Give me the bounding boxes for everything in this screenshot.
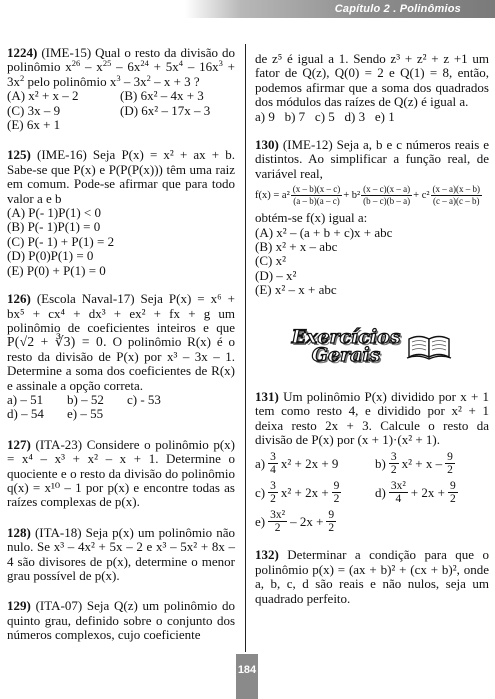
option-label: e) bbox=[255, 513, 266, 529]
options-row bbox=[7, 89, 235, 103]
option-e: (E) P(0) + P(1) = 0 bbox=[7, 262, 106, 278]
numerator: 9 bbox=[333, 480, 340, 493]
option-e bbox=[255, 509, 375, 534]
question-129-continued bbox=[255, 52, 489, 124]
denominator: 2 bbox=[328, 522, 335, 535]
question-text: (Escola Naval-17) Seja P(x) = x⁶ + bx⁵ + cx⁴ + dx³ + ex² + fx + g um polinômio de coeficientes inteiros e que bbox=[7, 291, 235, 335]
right-column bbox=[255, 52, 489, 617]
option-text: + 2x + bbox=[410, 484, 445, 500]
question-number: 129) bbox=[7, 598, 31, 614]
option-text: x² + x – bbox=[401, 455, 443, 471]
numerator: 3 bbox=[270, 451, 276, 464]
question-number: 1224) bbox=[7, 45, 38, 60]
question-text: – 3x bbox=[120, 73, 147, 89]
denominator: (c – a)(c – b) bbox=[433, 196, 480, 207]
question-129 bbox=[7, 599, 235, 642]
fraction bbox=[268, 480, 278, 505]
option-c bbox=[255, 480, 375, 505]
question-number: 128) bbox=[7, 524, 31, 540]
numerator: 9 bbox=[328, 509, 335, 522]
question-number: 127) bbox=[7, 436, 31, 452]
denominator: 2 bbox=[449, 493, 456, 506]
formula-term: + b² bbox=[343, 189, 361, 201]
chapter-header: Capítulo 2 . Polinômios bbox=[334, 3, 461, 15]
question-126 bbox=[7, 292, 235, 422]
option-c: (C) 3x – 9 bbox=[7, 102, 61, 118]
section-title-line: Exercícios bbox=[291, 325, 401, 348]
fraction bbox=[326, 509, 336, 534]
exponent: 24 bbox=[140, 58, 149, 69]
question-text: pelo polinômio x bbox=[24, 73, 117, 89]
options-row bbox=[7, 407, 235, 421]
formula-term: + c² bbox=[413, 189, 430, 201]
option-c: (C) P(- 1) + P(1) = 2 bbox=[7, 233, 115, 249]
question-text: – 16x bbox=[183, 59, 219, 75]
fraction bbox=[332, 480, 342, 505]
options-row bbox=[7, 393, 235, 407]
question-text: + 3x bbox=[7, 59, 236, 89]
option-text: – 2x + bbox=[290, 513, 324, 529]
question-text: obtém-se f(x) igual a: bbox=[255, 210, 368, 226]
exponent: 3 bbox=[116, 72, 121, 83]
section-title bbox=[291, 325, 401, 366]
question-number: 125) bbox=[7, 147, 31, 163]
fraction bbox=[361, 184, 412, 207]
option-b: b) – 52 bbox=[67, 391, 104, 407]
option-b bbox=[375, 451, 485, 476]
denominator: 4 bbox=[395, 493, 402, 506]
question-text: (ITA-18) Seja p(x) um polinômio não nulo. Se x³ – 4x² + 5x – 2 e x³ – 5x² + 8x – 4 são divisores de p(x), determine o menor grau possível de p(x). bbox=[7, 524, 236, 583]
numerator: 3x² bbox=[270, 509, 286, 522]
option-b: (B) x² + x – abc bbox=[255, 239, 338, 255]
page-number: 184 bbox=[237, 664, 257, 676]
option-b: (B) 6x² – 4x + 3 bbox=[120, 88, 204, 104]
question-text: (IME-12) Seja a, b e c números reais e distintos. Ao simplificar a função real, de variável real, bbox=[255, 137, 489, 181]
question-number: 126) bbox=[7, 291, 31, 307]
option-c: c) - 53 bbox=[127, 391, 161, 407]
option-label: c) bbox=[255, 484, 266, 500]
question-text: de z⁵ é igual a 1. Sendo z³ + z² + z +1 um fator de Q(z), Q(0) = 2 e Q(1) = 8, então, podemos afirmar que a soma dos quadrados dos módulos das raízes de Q(z) é igual a. bbox=[255, 51, 489, 110]
function-formula bbox=[255, 184, 489, 207]
question-text: (IME-16) Seja P(x) = x² + ax + b. Sabe-se que P(x) e P(P(P(x))) têm uma raiz em comum. Pode-se afirmar que para todo valor a e b bbox=[7, 147, 236, 206]
question-text: – 6x bbox=[111, 59, 141, 75]
left-column bbox=[7, 46, 235, 654]
option-d: (D) 6x² – 17x – 3 bbox=[120, 102, 211, 118]
option-a bbox=[255, 451, 375, 476]
question-number: 131) bbox=[255, 388, 279, 404]
option-e: (E) x² – x + abc bbox=[255, 282, 337, 298]
question-text: + 5x bbox=[148, 59, 179, 75]
exponent: 26 bbox=[71, 58, 81, 69]
denominator: 2 bbox=[447, 464, 453, 477]
fraction bbox=[431, 184, 482, 207]
denominator: 2 bbox=[390, 464, 397, 477]
open-book-icon bbox=[406, 331, 452, 361]
question-text: Um polinômio P(x) dividido por x + 1 tem como resto 4, e dividido por x² + 1 deixa resto 2x + 3. Calcule o resto da divisão de P(x) por (x + 1)·(x² + 1). bbox=[255, 388, 489, 447]
question-number: 132) bbox=[255, 547, 279, 563]
question-number: 130) bbox=[255, 137, 279, 153]
exponent: 4 bbox=[178, 58, 184, 69]
question-text: (ITA-07) Seja Q(z) um polinômio do quinto grau, definido sobre o conjunto dos números complexos, cujo coeficiente bbox=[7, 598, 235, 643]
exponent: 2 bbox=[146, 72, 151, 83]
fraction bbox=[445, 451, 455, 476]
question-text: (ITA-23) Considere o polinômio p(x) = x⁴ – x³ + x² – x + 1. Determine o quociente e o resto da divisão do polinômio q(x) = x¹⁰ – 1 por p(x) e encontre todas as raízes complexas de p(x). bbox=[7, 436, 236, 510]
option-d: (D) – x² bbox=[255, 267, 297, 283]
fraction bbox=[268, 509, 287, 534]
option-e: e) – 55 bbox=[67, 406, 104, 422]
option-text: x² + 2x + 9 bbox=[280, 455, 339, 471]
exponent: 25 bbox=[102, 58, 112, 69]
exponent: 3 bbox=[218, 58, 223, 69]
question-text: Determinar a condição para que o polinômio p(x) = (ax + b)² + (cx + b)², onde a, b, c, d são reais e não nulos, seja um quadrado perfeito. bbox=[255, 547, 489, 606]
question-text: – x + 3 ? bbox=[150, 73, 200, 89]
option-d bbox=[375, 480, 485, 505]
question-130 bbox=[255, 138, 489, 298]
question-125 bbox=[7, 148, 235, 278]
question-text: (IME-15) Qual o resto da divisão do polinômio x bbox=[7, 45, 235, 75]
numerator: 3 bbox=[270, 480, 276, 493]
formula-lhs: f(x) = a² bbox=[255, 189, 290, 201]
denominator: (a – b)(a – c) bbox=[293, 196, 340, 207]
denominator: 2 bbox=[274, 522, 281, 535]
fraction bbox=[291, 184, 342, 207]
numerator: (x – b)(x – c) bbox=[292, 184, 341, 195]
option-a: (A) P(- 1)P(1) < 0 bbox=[7, 205, 101, 221]
question-131 bbox=[255, 390, 489, 535]
question-128 bbox=[7, 526, 235, 584]
fraction bbox=[268, 451, 278, 476]
option-a: (A) x² + x – 2 bbox=[7, 88, 79, 104]
option-c: (C) x² bbox=[255, 253, 286, 269]
exponent: 2 bbox=[20, 72, 25, 83]
denominator: (b – c)(b – a) bbox=[363, 196, 411, 207]
option-a: a) – 51 bbox=[7, 391, 44, 407]
option-label: a) bbox=[255, 455, 266, 471]
options-row bbox=[7, 104, 235, 118]
question-text: O polinômio R(x) é o resto da divisão de P(x) por x³ – 3x – 1. Determine a soma dos coeficientes de R(x) e assinale a opção correta. bbox=[7, 334, 235, 393]
numerator: (x – c)(x – a) bbox=[363, 184, 411, 195]
root-formula: P(√2 + ∛3) = 0. bbox=[7, 334, 107, 350]
option-d: d) – 54 bbox=[7, 406, 44, 422]
question-text: – x bbox=[80, 59, 103, 75]
option-text: x² + 2x + bbox=[280, 484, 329, 500]
option-b: (B) P(- 1)P(1) = 0 bbox=[7, 219, 101, 235]
numerator: (x – a)(x – b) bbox=[432, 184, 480, 195]
denominator: 2 bbox=[333, 493, 340, 506]
option-label: b) bbox=[375, 455, 386, 471]
numerator: 9 bbox=[447, 451, 453, 464]
question-127 bbox=[7, 438, 235, 510]
fraction bbox=[389, 451, 399, 476]
fraction bbox=[389, 480, 408, 505]
section-title-exercicios-gerais bbox=[255, 325, 489, 366]
question-132 bbox=[255, 548, 489, 606]
section-title-line: Gerais bbox=[311, 343, 381, 366]
option-a: (A) x² – (a + b + c)x + abc bbox=[255, 224, 393, 240]
fraction bbox=[448, 480, 458, 505]
denominator: 4 bbox=[270, 464, 276, 477]
question-124 bbox=[7, 46, 235, 132]
numerator: 9 bbox=[449, 480, 456, 493]
option-label: d) bbox=[375, 484, 386, 500]
numerator: 3x² bbox=[390, 480, 406, 493]
numerator: 3 bbox=[390, 451, 397, 464]
option-d: (D) P(0)P(1) = 0 bbox=[7, 248, 94, 264]
answer-options bbox=[255, 451, 489, 534]
column-divider bbox=[245, 44, 246, 652]
denominator: 2 bbox=[270, 493, 276, 506]
option-e: (E) 6x + 1 bbox=[7, 117, 61, 133]
options-row: a) 9 b) 7 c) 5 d) 3 e) 1 bbox=[255, 108, 395, 124]
